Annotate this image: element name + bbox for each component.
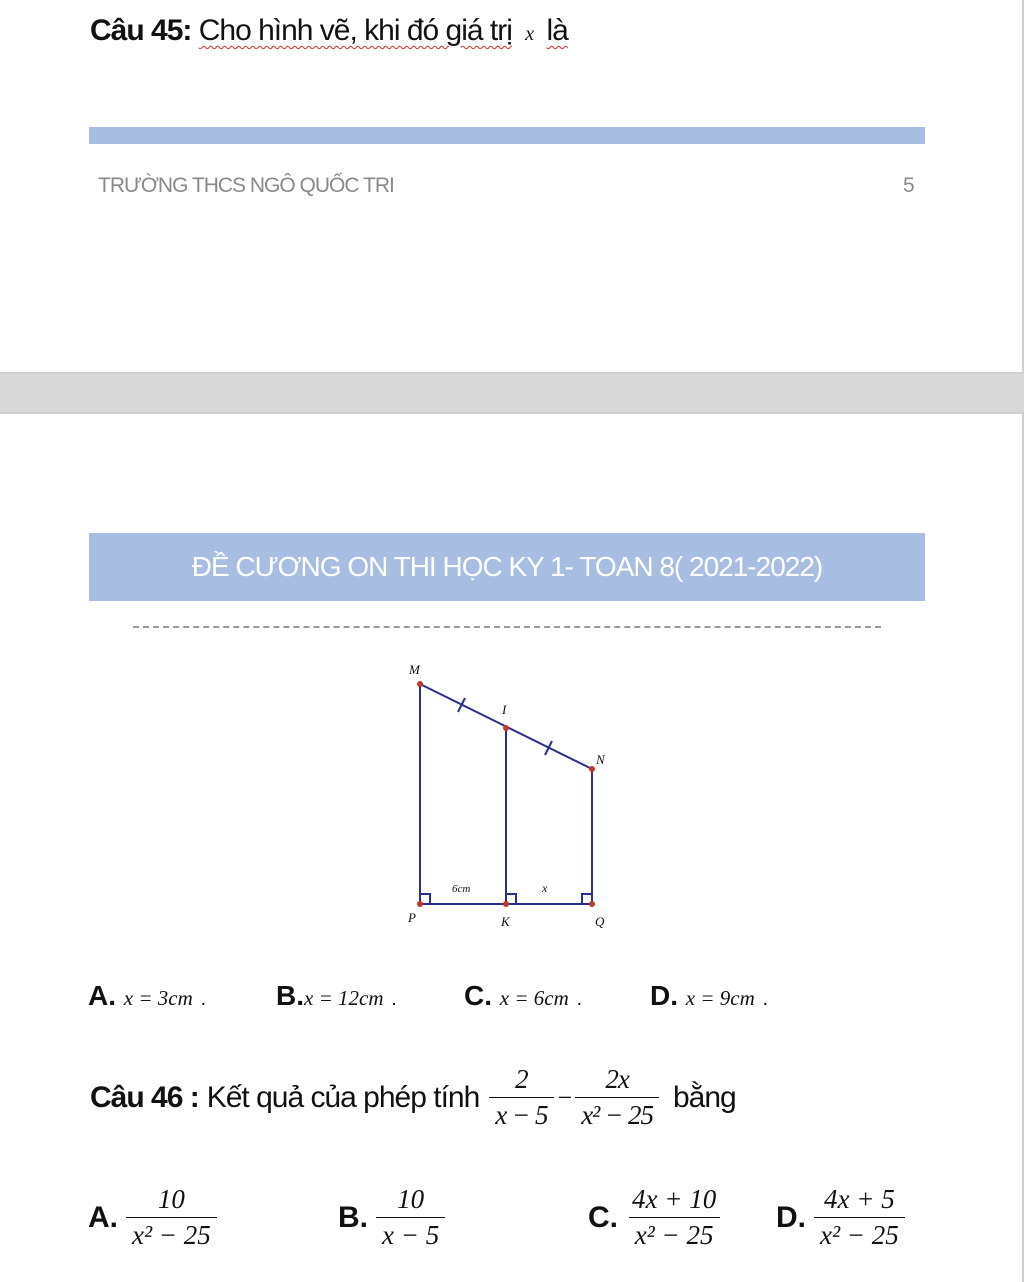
q46-choice-c-letter: C. bbox=[588, 1200, 618, 1234]
header-title: ĐỀ CƯƠNG ON THI HỌC KY 1- TOAN 8( 2021-2022) bbox=[191, 551, 823, 582]
q46-choice-c-denominator: x² − 25 bbox=[629, 1217, 720, 1251]
q46-choice-b-denominator: x − 5 bbox=[376, 1217, 445, 1251]
q45-choice-c-letter: C. bbox=[464, 980, 492, 1011]
fraction-2-denominator: x² − 25 bbox=[575, 1097, 659, 1131]
q46-choice-b-fraction bbox=[376, 1184, 445, 1251]
footer-band bbox=[89, 127, 925, 144]
q45-choice-d-letter: D. bbox=[650, 980, 678, 1011]
q46-choice-b[interactable] bbox=[338, 1184, 447, 1251]
footer-page-number: 5 bbox=[903, 174, 915, 197]
label-m: M bbox=[409, 662, 420, 677]
q45-choice-b-end: . bbox=[391, 988, 397, 1010]
fraction-1-numerator: 2 bbox=[515, 1064, 528, 1094]
page-1 bbox=[0, 0, 1024, 374]
q45-choice-d[interactable] bbox=[650, 980, 768, 1012]
label-kq-length: x bbox=[542, 881, 548, 895]
fraction-1-denominator: x − 5 bbox=[489, 1097, 553, 1131]
question-45-end: là bbox=[546, 14, 568, 47]
question-46-text: Kết quả của phép tính bbox=[206, 1080, 480, 1114]
q45-choice-a-value: x = 3cm bbox=[123, 986, 193, 1010]
q46-choice-b-numerator: 10 bbox=[397, 1184, 425, 1214]
page-2 bbox=[0, 412, 1024, 1282]
question-46-tail: bằng bbox=[673, 1080, 736, 1114]
q45-choice-c-value: x = 6cm bbox=[499, 986, 569, 1010]
q46-choice-a[interactable] bbox=[88, 1184, 219, 1251]
question-46-label: Câu 46 : bbox=[90, 1080, 199, 1114]
q46-choice-d-denominator: x² − 25 bbox=[814, 1217, 905, 1251]
question-45-text: Cho hình vẽ, khi đó giá trị bbox=[198, 14, 512, 47]
q45-choice-d-end: . bbox=[762, 988, 769, 1010]
q45-choice-a-letter: A. bbox=[88, 980, 116, 1011]
fraction-2-numerator: 2x bbox=[605, 1064, 629, 1094]
q46-choice-d-fraction bbox=[814, 1184, 905, 1251]
point-p bbox=[417, 901, 423, 907]
header-band bbox=[89, 533, 925, 601]
point-m bbox=[417, 681, 423, 687]
q45-choice-c-end: . bbox=[576, 988, 583, 1010]
q46-choice-d-numerator: 4x + 5 bbox=[824, 1184, 895, 1214]
point-q bbox=[589, 901, 595, 907]
q46-choice-a-denominator: x² − 25 bbox=[126, 1217, 217, 1251]
q45-choice-b[interactable] bbox=[276, 980, 397, 1012]
label-q: Q bbox=[595, 914, 605, 929]
q46-choice-d[interactable] bbox=[776, 1184, 907, 1251]
question-45-label: Câu 45: bbox=[90, 14, 192, 47]
footer-school-name: TRƯỜNG THCS NGÔ QUỐC TRI bbox=[98, 174, 394, 197]
q45-choice-a[interactable] bbox=[88, 980, 206, 1012]
q45-choice-b-letter: B. bbox=[276, 980, 304, 1011]
question-46-minus: − bbox=[557, 1082, 572, 1112]
geometry-figure bbox=[392, 654, 622, 944]
q46-choice-b-letter: B. bbox=[338, 1200, 368, 1234]
point-n bbox=[589, 766, 595, 772]
label-n: N bbox=[596, 752, 605, 767]
q46-choice-c-fraction bbox=[626, 1184, 722, 1251]
question-45-choices bbox=[88, 980, 988, 1020]
label-i: I bbox=[502, 702, 507, 717]
q46-choice-c-numerator: 4x + 10 bbox=[632, 1184, 717, 1214]
label-pk-length: 6cm bbox=[452, 883, 471, 895]
question-46 bbox=[90, 1064, 736, 1131]
q45-choice-a-end: . bbox=[200, 988, 207, 1010]
point-k bbox=[503, 901, 509, 907]
q46-choice-d-letter: D. bbox=[776, 1200, 806, 1234]
question-46-fraction-2 bbox=[575, 1064, 659, 1131]
question-45-variable: x bbox=[525, 23, 534, 45]
q46-choice-a-letter: A. bbox=[88, 1200, 118, 1234]
q45-choice-b-value: x = 12cm bbox=[304, 986, 384, 1010]
q46-choice-a-numerator: 10 bbox=[157, 1184, 185, 1214]
q45-choice-c[interactable] bbox=[464, 980, 582, 1012]
q46-choice-a-fraction bbox=[126, 1184, 217, 1251]
q45-choice-d-value: x = 9cm bbox=[685, 986, 755, 1010]
question-45-title bbox=[90, 14, 568, 48]
label-k: K bbox=[501, 914, 510, 929]
question-46-fraction-1 bbox=[489, 1064, 553, 1131]
q46-choice-c[interactable] bbox=[588, 1184, 724, 1251]
point-i bbox=[503, 725, 509, 731]
label-p: P bbox=[408, 910, 416, 925]
header-divider bbox=[133, 626, 881, 628]
